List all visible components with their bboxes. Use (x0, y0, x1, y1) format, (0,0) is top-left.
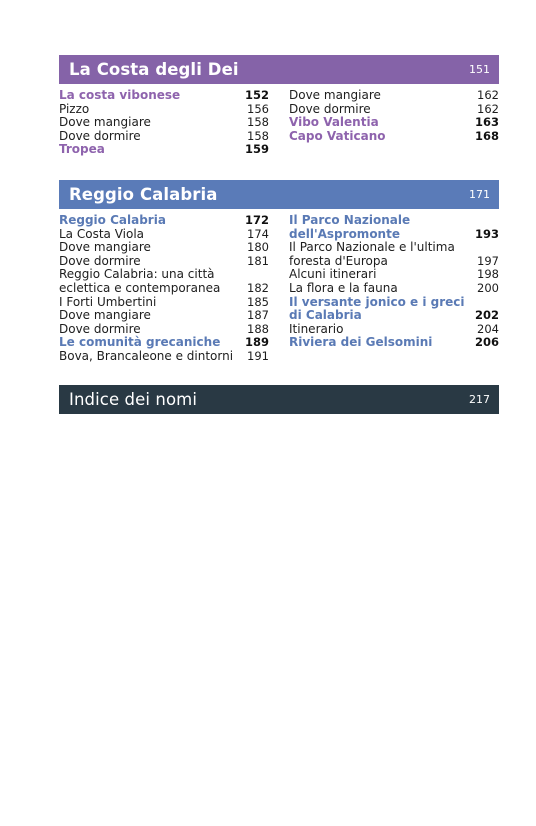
toc-entry[interactable] (289, 241, 499, 268)
toc-entry-label: Tropea (59, 142, 105, 157)
toc-entry-page: 204 (477, 321, 499, 336)
toc-entry-page: 198 (477, 267, 499, 282)
toc-entry[interactable] (59, 89, 269, 103)
toc-entry-page: 162 (477, 101, 499, 116)
toc-entry[interactable] (59, 143, 269, 157)
toc-entry-page: 185 (247, 294, 269, 309)
toc-entry[interactable] (59, 268, 269, 295)
toc-entry-label: Capo Vaticano (289, 128, 386, 143)
toc-entry-page: 202 (474, 308, 499, 323)
toc-entry[interactable] (289, 214, 499, 241)
toc-entry-page: 158 (247, 115, 269, 130)
toc-entry-page: 193 (474, 226, 499, 241)
toc-entry-label: Reggio Calabria: una città eclettica e contemporanea (59, 267, 221, 295)
entries-left-column (59, 89, 269, 157)
toc-entry-label: Dove dormire (59, 128, 141, 143)
toc-entry-page: 180 (247, 240, 269, 255)
toc-entry[interactable] (59, 228, 269, 242)
toc-entry[interactable] (59, 103, 269, 117)
toc-entry[interactable] (59, 130, 269, 144)
toc-entry-page: 168 (474, 128, 499, 143)
toc-entry-label: Dove mangiare (289, 88, 381, 102)
section-entries (59, 214, 499, 364)
toc-entry-page: 182 (247, 280, 269, 295)
toc-entry-page: 206 (474, 335, 499, 350)
toc-entry-label: La flora e la fauna (289, 280, 398, 295)
toc-entry-label: Dove mangiare (59, 240, 151, 255)
section-indice-dei-nomi (59, 385, 499, 414)
toc-entry-label: Il Parco Nazionale dell'Aspromonte (289, 213, 411, 241)
section-page-number: 171 (469, 188, 490, 201)
toc-entry-page: 188 (247, 321, 269, 336)
toc-entry-page: 172 (244, 213, 269, 227)
toc-entry-page: 162 (477, 88, 499, 102)
section-header[interactable] (59, 385, 499, 414)
section-header[interactable] (59, 55, 499, 84)
toc-entry-page: 189 (244, 335, 269, 350)
toc-entry-page: 163 (474, 115, 499, 130)
section-page-number: 151 (469, 63, 490, 76)
toc-entry[interactable] (59, 336, 269, 350)
toc-entry-label: Il versante jonico e i greci di Calabria (289, 294, 465, 323)
section-entries (59, 89, 499, 157)
toc-entry-page: 159 (244, 142, 269, 157)
section-title: Reggio Calabria (69, 185, 218, 204)
toc-entry[interactable] (289, 282, 499, 296)
toc-entry[interactable] (59, 296, 269, 310)
toc-entry-page: 200 (477, 280, 499, 295)
toc-entry-page: 156 (247, 101, 269, 116)
toc-entry-label: Dove mangiare (59, 115, 151, 130)
entries-right-column (289, 89, 499, 157)
toc-entry-page: 152 (244, 88, 269, 102)
toc-entry-label: La Costa Viola (59, 226, 145, 241)
toc-entry-label: Dove mangiare (59, 308, 151, 323)
toc-entry[interactable] (59, 350, 269, 364)
toc-entry-label: Dove dormire (59, 253, 141, 268)
toc-entry-page: 191 (247, 348, 269, 363)
toc-entry[interactable] (289, 89, 499, 103)
toc-entry-page: 158 (247, 128, 269, 143)
toc-entry-page: 187 (247, 308, 269, 323)
toc-entry-label: Riviera dei Gelsomini (289, 335, 433, 350)
toc-entry-page: 174 (247, 226, 269, 241)
toc-entry[interactable] (289, 323, 499, 337)
toc-entry[interactable] (289, 268, 499, 282)
toc-entry-label: La costa vibonese (59, 88, 181, 102)
toc-entry-label: Reggio Calabria (59, 213, 166, 227)
section-page-number: 217 (469, 393, 490, 406)
toc-entry-page: 181 (247, 253, 269, 268)
toc-entry-label: I Forti Umbertini (59, 294, 157, 309)
toc-entry-label: Alcuni itinerari (289, 267, 377, 282)
section-title: La Costa degli Dei (69, 60, 239, 79)
toc-entry-label: Dove dormire (59, 321, 141, 336)
toc-entry[interactable] (59, 255, 269, 269)
toc-entry-page: 197 (477, 253, 499, 268)
toc-entry-label: Bova, Brancaleone e dintorni (59, 348, 234, 363)
toc-entry-label: Dove dormire (289, 101, 371, 116)
toc-entry-label: Il Parco Nazionale e l'ultima foresta d'Europa (289, 240, 455, 268)
toc-entry[interactable] (59, 323, 269, 337)
toc-entry-label: Le comunità grecaniche (59, 335, 221, 350)
toc-entry[interactable] (289, 296, 499, 323)
toc-entry[interactable] (59, 214, 269, 228)
entries-left-column (59, 214, 269, 364)
toc-entry[interactable] (289, 103, 499, 117)
section-reggio-calabria (59, 180, 499, 364)
toc-entry-label: Pizzo (59, 101, 90, 116)
toc-entry-label: Itinerario (289, 321, 344, 336)
entries-right-column (289, 214, 499, 364)
toc-entry[interactable] (59, 241, 269, 255)
toc-entry-label: Vibo Valentia (289, 115, 379, 130)
toc-entry[interactable] (59, 309, 269, 323)
section-header[interactable] (59, 180, 499, 209)
section-title: Indice dei nomi (69, 390, 198, 409)
toc-entry[interactable] (289, 336, 499, 350)
toc-entry[interactable] (289, 116, 499, 130)
toc-entry[interactable] (59, 116, 269, 130)
toc-entry[interactable] (289, 130, 499, 144)
section-costa-degli-dei (59, 55, 499, 157)
